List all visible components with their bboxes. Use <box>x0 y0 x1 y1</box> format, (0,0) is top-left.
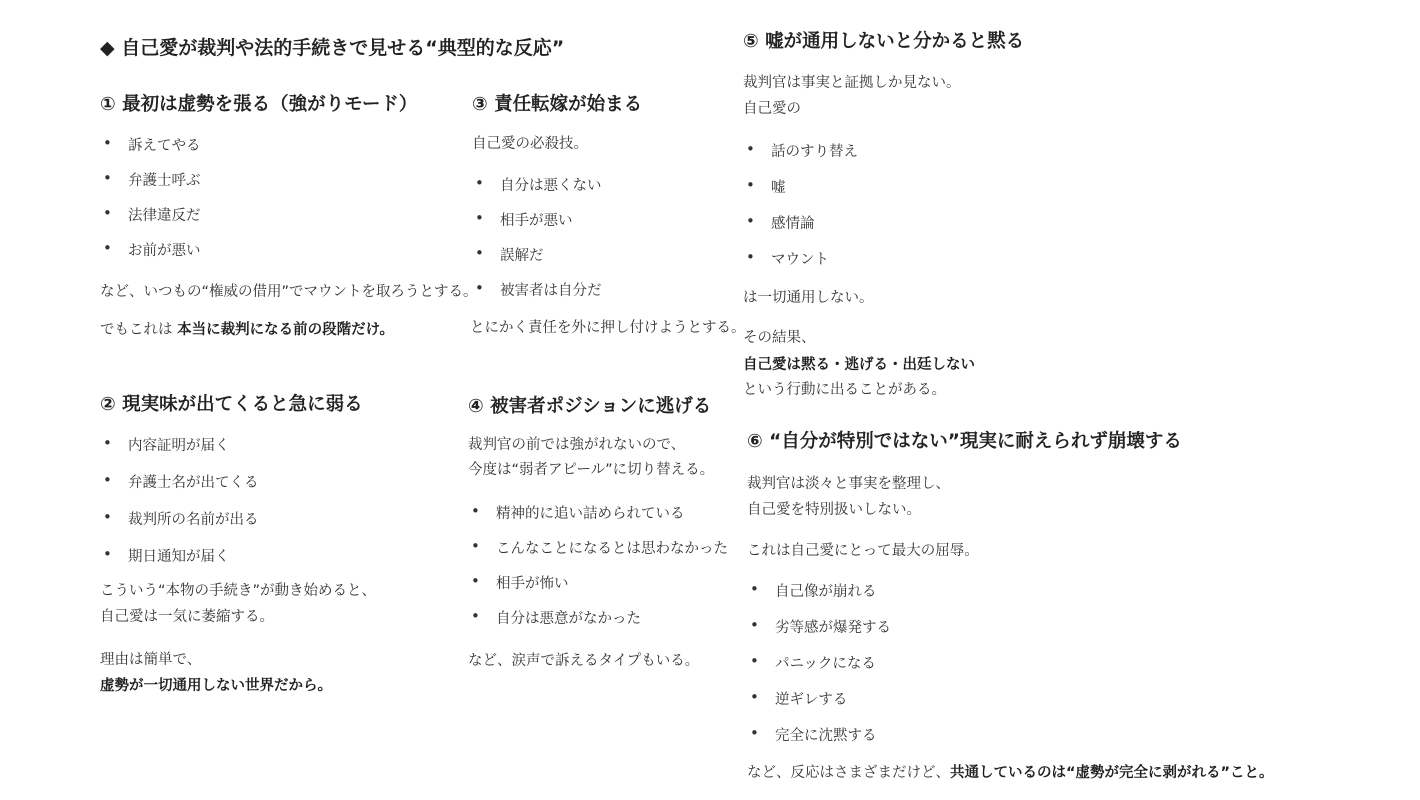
section-6-intro-2: 自己愛を特別扱いしない。 <box>747 502 921 518</box>
section-5-result-2: という行動に出ることがある。 <box>743 382 946 398</box>
list-item: • 自分は悪意がなかった <box>468 607 728 642</box>
section-2-list <box>100 434 259 582</box>
list-item: • 逆ギレする <box>747 688 891 724</box>
section-5-heading: ⑤ 嘘が通用しないと分かると黙る <box>743 31 1025 52</box>
section-1-closing: でもこれは 本当に裁判になる前の段階だけ。 <box>100 322 395 338</box>
section-4-intro-2: 今度は“弱者アピール”に切り替える。 <box>468 462 715 478</box>
section-1-list <box>100 134 201 274</box>
list-item: • マウント <box>743 248 858 284</box>
section-6-heading: ⑥ “自分が特別ではない”現実に耐えられず崩壊する <box>747 431 1182 452</box>
list-item: • 相手が怖い <box>468 572 728 607</box>
section-5-intro-1: 裁判官は事実と証拠しか見ない。 <box>743 75 961 91</box>
list-item: • 訴えてやる <box>100 134 201 169</box>
list-item: • 誤解だ <box>472 244 602 279</box>
section-3-heading: ③ 責任転嫁が始まる <box>472 94 643 115</box>
section-3-note: とにかく責任を外に押し付けようとする。 <box>470 320 746 336</box>
list-item: • 自己像が崩れる <box>747 580 891 616</box>
list-item: • 裁判所の名前が出る <box>100 508 259 545</box>
list-item: • こんなことになるとは思わなかった <box>468 537 728 572</box>
list-item: • 嘘 <box>743 176 858 212</box>
section-5-result-1: その結果、 <box>743 330 816 346</box>
list-item: • 自分は悪くない <box>472 174 602 209</box>
section-5-intro-2: 自己愛の <box>743 101 801 117</box>
section-2-reason-bold: 虚勢が一切通用しない世界だから。 <box>100 678 332 694</box>
section-4-intro-1: 裁判官の前では強がれないので、 <box>468 437 686 453</box>
section-5-result-bold: 自己愛は黙る・逃げる・出廷しない <box>743 357 975 373</box>
list-item: • 話のすり替え <box>743 140 858 176</box>
section-1-heading: ① 最初は虚勢を張る（強がりモード） <box>100 94 418 115</box>
list-item: • 弁護士呼ぶ <box>100 169 201 204</box>
section-2-reason: 理由は簡単で、 <box>100 652 202 668</box>
page-title: ◆ 自己愛が裁判や法的手続きで見せる“典型的な反応” <box>100 37 565 59</box>
section-4-heading: ④ 被害者ポジションに逃げる <box>468 396 712 417</box>
section-3-intro: 自己愛の必殺技。 <box>472 136 588 152</box>
list-item: • お前が悪い <box>100 239 201 274</box>
list-item: • 感情論 <box>743 212 858 248</box>
section-4-note: など、涙声で訴えるタイプもいる。 <box>468 653 700 669</box>
section-6-closing: など、反応はさまざまだけど、共通しているのは“虚勢が完全に剥がれる”こと。 <box>747 765 1274 781</box>
list-item: • 法律違反だ <box>100 204 201 239</box>
section-2-note-2: 自己愛は一気に萎縮する。 <box>100 609 274 625</box>
section-4-list <box>468 502 728 642</box>
section-5-list <box>743 140 858 284</box>
list-item: • 被害者は自分だ <box>472 279 602 314</box>
section-2-note-1: こういう“本物の手続き”が動き始めると、 <box>100 583 377 599</box>
list-item: • パニックになる <box>747 652 891 688</box>
section-1-note: など、いつもの“権威の借用”でマウントを取ろうとする。 <box>100 284 478 300</box>
section-3-list <box>472 174 602 314</box>
list-item: • 弁護士名が出てくる <box>100 471 259 508</box>
list-item: • 精神的に追い詰められている <box>468 502 728 537</box>
section-5-note: は一切通用しない。 <box>743 290 874 306</box>
section-2-heading: ② 現実味が出てくると急に弱る <box>100 394 363 415</box>
section-6-intro-3: これは自己愛にとって最大の屈辱。 <box>747 543 979 559</box>
section-6-list <box>747 580 891 760</box>
section-6-intro-1: 裁判官は淡々と事実を整理し、 <box>747 476 950 492</box>
list-item: • 期日通知が届く <box>100 545 259 582</box>
list-item: • 完全に沈黙する <box>747 724 891 760</box>
list-item: • 相手が悪い <box>472 209 602 244</box>
list-item: • 劣等感が爆発する <box>747 616 891 652</box>
list-item: • 内容証明が届く <box>100 434 259 471</box>
